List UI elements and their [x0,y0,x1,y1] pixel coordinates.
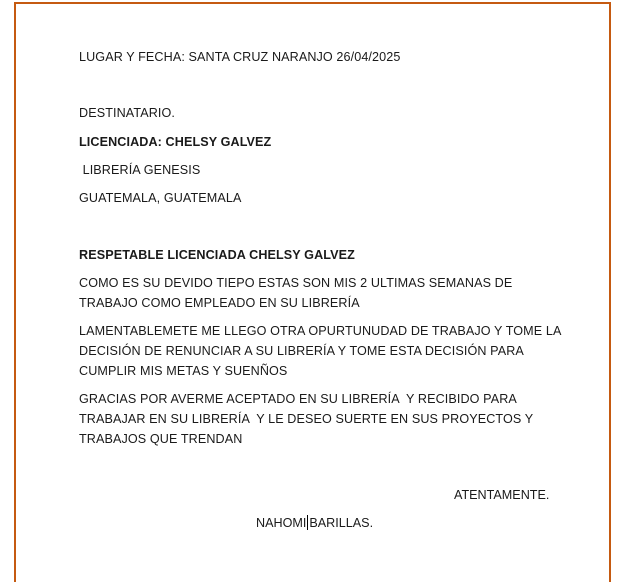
recipient-name: LICENCIADA: CHELSY GALVEZ [79,135,272,149]
signature[interactable] [256,513,373,533]
paragraph-line: TRABAJO COMO EMPLEADO EN SU LIBRERÍA [79,296,360,310]
paragraph-2 [79,321,562,381]
salutation: RESPETABLE LICENCIADA CHELSY GALVEZ [79,248,355,262]
paragraph-line: COMO ES SU DEVIDO TIEPO ESTAS SON MIS 2 ULTIMAS SEMANAS DE [79,276,513,290]
paragraph-line: LAMENTABLEMETE ME LLEGO OTRA OPURTUNUDAD DE TRABAJO Y TOME LA [79,324,562,338]
paragraph-line: GRACIAS POR AVERME ACEPTADO EN SU LIBRERÍA Y RECIBIDO PARA [79,392,517,406]
paragraph-line: TRABAJOS QUE TRENDAN [79,432,243,446]
place-date-line: LUGAR Y FECHA: SANTA CRUZ NARANJO 26/04/2025 [79,50,401,64]
recipient-location: GUATEMALA, GUATEMALA [79,191,242,205]
paragraph-line: CUMPLIR MIS METAS Y SUENÑOS [79,364,288,378]
signature-last-name: BARILLAS. [309,516,374,530]
closing-line: ATENTAMENTE. [454,488,550,502]
paragraph-line: DECISIÓN DE RENUNCIAR A SU LIBRERÍA Y TOME ESTA DECISIÓN PARA [79,344,524,358]
paragraph-1 [79,273,559,313]
recipient-company: LIBRERÍA GENESIS [79,163,201,177]
paragraph-line: TRABAJAR EN SU LIBRERÍA Y LE DESEO SUERTE EN SUS PROYECTOS Y [79,412,534,426]
signature-first-name: NAHOMI [256,516,307,530]
recipient-heading: DESTINATARIO. [79,106,175,120]
paragraph-3 [79,389,559,449]
